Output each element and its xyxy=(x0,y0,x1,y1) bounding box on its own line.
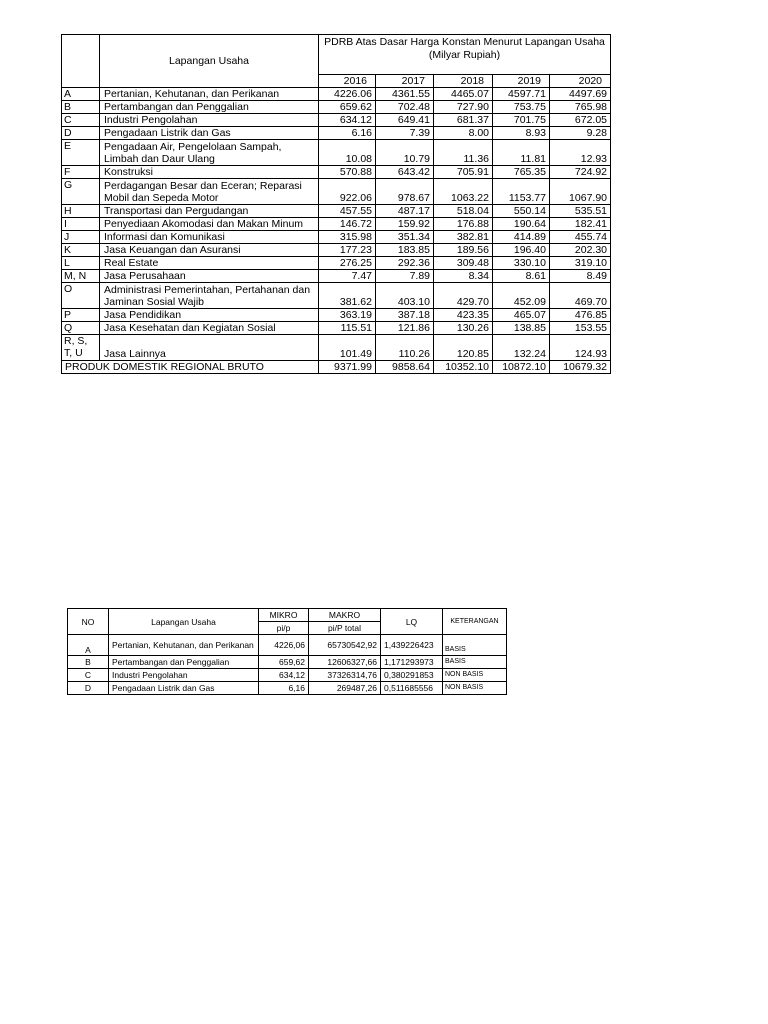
value-cell: 727.90 xyxy=(434,101,493,114)
row-name: Penyediaan Akomodasi dan Makan Minum xyxy=(100,218,319,231)
table-row xyxy=(62,218,611,231)
table-row xyxy=(62,231,611,244)
row-code: P xyxy=(62,309,100,322)
row-name: Konstruksi xyxy=(100,166,319,179)
row-code: F xyxy=(62,166,100,179)
table-row xyxy=(62,101,611,114)
value-cell: 110.26 xyxy=(376,335,434,361)
value-cell: 292.36 xyxy=(376,257,434,270)
value-cell: 132.24 xyxy=(493,335,550,361)
table-row xyxy=(62,166,611,179)
row-code: H xyxy=(62,205,100,218)
value-cell: 6.16 xyxy=(319,127,376,140)
table-row xyxy=(62,179,611,205)
value-cell: 11.36 xyxy=(434,140,493,166)
header-makro: MAKRO xyxy=(309,609,381,622)
row-no: C xyxy=(68,669,109,682)
value-cell: 765.98 xyxy=(550,101,611,114)
table-row xyxy=(62,335,611,361)
table-row xyxy=(62,140,611,166)
makro-cell: 65730542,92 xyxy=(309,635,381,656)
mikro-cell: 634,12 xyxy=(259,669,309,682)
value-cell: 672.05 xyxy=(550,114,611,127)
row-no: B xyxy=(68,656,109,669)
value-cell: 9.28 xyxy=(550,127,611,140)
total-label: PRODUK DOMESTIK REGIONAL BRUTO xyxy=(62,361,319,374)
value-cell: 1063.22 xyxy=(434,179,493,205)
header-pdrb-title: PDRB Atas Dasar Harga Konstan Menurut Lapangan Usaha (Milyar Rupiah) xyxy=(319,35,611,75)
value-cell: 120.85 xyxy=(434,335,493,361)
header-lapangan-usaha: Lapangan Usaha xyxy=(100,35,319,88)
value-cell: 153.55 xyxy=(550,322,611,335)
row-code: G xyxy=(62,179,100,205)
value-cell: 469.70 xyxy=(550,283,611,309)
value-cell: 382.81 xyxy=(434,231,493,244)
value-cell: 10.08 xyxy=(319,140,376,166)
value-cell: 189.56 xyxy=(434,244,493,257)
value-cell: 177.23 xyxy=(319,244,376,257)
row-name: Jasa Pendidikan xyxy=(100,309,319,322)
table-row xyxy=(62,244,611,257)
makro-cell: 12606327,66 xyxy=(309,656,381,669)
value-cell: 922.06 xyxy=(319,179,376,205)
row-name: Industri Pengolahan xyxy=(109,669,259,682)
value-cell: 101.49 xyxy=(319,335,376,361)
value-cell: 319.10 xyxy=(550,257,611,270)
total-value-cell: 10872.10 xyxy=(493,361,550,374)
header-lq: LQ xyxy=(381,609,443,635)
value-cell: 8.93 xyxy=(493,127,550,140)
value-cell: 702.48 xyxy=(376,101,434,114)
value-cell: 452.09 xyxy=(493,283,550,309)
value-cell: 182.41 xyxy=(550,218,611,231)
value-cell: 403.10 xyxy=(376,283,434,309)
keterangan-cell: NON BASIS xyxy=(443,682,507,695)
value-cell: 423.35 xyxy=(434,309,493,322)
value-cell: 570.88 xyxy=(319,166,376,179)
row-name: Jasa Perusahaan xyxy=(100,270,319,283)
row-name: Real Estate xyxy=(100,257,319,270)
keterangan-cell: BASIS xyxy=(443,635,507,656)
value-cell: 146.72 xyxy=(319,218,376,231)
header-mikro: MIKRO xyxy=(259,609,309,622)
table-row xyxy=(62,88,611,101)
row-name: Jasa Kesehatan dan Kegiatan Sosial xyxy=(100,322,319,335)
value-cell: 724.92 xyxy=(550,166,611,179)
value-cell: 659.62 xyxy=(319,101,376,114)
row-name: Pertambangan dan Penggalian xyxy=(109,656,259,669)
value-cell: 4597.71 xyxy=(493,88,550,101)
value-cell: 705.91 xyxy=(434,166,493,179)
year-header: 2020 xyxy=(550,75,611,88)
value-cell: 7.89 xyxy=(376,270,434,283)
year-header: 2018 xyxy=(434,75,493,88)
value-cell: 124.93 xyxy=(550,335,611,361)
row-code: Q xyxy=(62,322,100,335)
value-cell: 487.17 xyxy=(376,205,434,218)
row-name: Jasa Lainnya xyxy=(100,335,319,361)
row-name: Pertambangan dan Penggalian xyxy=(100,101,319,114)
value-cell: 753.75 xyxy=(493,101,550,114)
value-cell: 429.70 xyxy=(434,283,493,309)
pdrb-table xyxy=(61,34,611,374)
value-cell: 121.86 xyxy=(376,322,434,335)
value-cell: 11.81 xyxy=(493,140,550,166)
value-cell: 8.34 xyxy=(434,270,493,283)
row-name: Jasa Keuangan dan Asuransi xyxy=(100,244,319,257)
table-row xyxy=(62,283,611,309)
row-code: M, N xyxy=(62,270,100,283)
lq-cell: 0,380291853 xyxy=(381,669,443,682)
row-code: C xyxy=(62,114,100,127)
row-name: Pengadaan Listrik dan Gas xyxy=(109,682,259,695)
table-header-row xyxy=(62,35,611,75)
row-name: Perdagangan Besar dan Eceran; Reparasi Mobil dan Sepeda Motor xyxy=(100,179,319,205)
value-cell: 363.19 xyxy=(319,309,376,322)
row-name: Industri Pengolahan xyxy=(100,114,319,127)
row-code: K xyxy=(62,244,100,257)
value-cell: 12.93 xyxy=(550,140,611,166)
header-makro-sub: pi/P total xyxy=(309,622,381,635)
value-cell: 176.88 xyxy=(434,218,493,231)
value-cell: 1153.77 xyxy=(493,179,550,205)
row-name: Pertanian, Kehutanan, dan Perikanan xyxy=(100,88,319,101)
row-name: Informasi dan Komunikasi xyxy=(100,231,319,244)
value-cell: 315.98 xyxy=(319,231,376,244)
makro-cell: 37326314,76 xyxy=(309,669,381,682)
row-name: Transportasi dan Pergudangan xyxy=(100,205,319,218)
year-header: 2019 xyxy=(493,75,550,88)
keterangan-cell: BASIS xyxy=(443,656,507,669)
mikro-cell: 659,62 xyxy=(259,656,309,669)
mikro-cell: 6,16 xyxy=(259,682,309,695)
row-no: D xyxy=(68,682,109,695)
header-empty-cell xyxy=(62,35,100,88)
value-cell: 535.51 xyxy=(550,205,611,218)
value-cell: 4226.06 xyxy=(319,88,376,101)
total-row xyxy=(62,361,611,374)
header-no: NO xyxy=(68,609,109,635)
table-row xyxy=(62,270,611,283)
value-cell: 8.00 xyxy=(434,127,493,140)
header-lapangan-usaha: Lapangan Usaha xyxy=(109,609,259,635)
row-name: Pengadaan Listrik dan Gas xyxy=(100,127,319,140)
value-cell: 4497.69 xyxy=(550,88,611,101)
row-code: L xyxy=(62,257,100,270)
value-cell: 196.40 xyxy=(493,244,550,257)
value-cell: 7.39 xyxy=(376,127,434,140)
row-code: R, S, T, U xyxy=(62,335,100,361)
value-cell: 130.26 xyxy=(434,322,493,335)
lq-cell: 0,511685556 xyxy=(381,682,443,695)
table-row xyxy=(68,682,507,695)
header-mikro-sub: pi/p xyxy=(259,622,309,635)
lq-table xyxy=(67,608,507,695)
value-cell: 518.04 xyxy=(434,205,493,218)
lq-cell: 1,171293973 xyxy=(381,656,443,669)
row-code: B xyxy=(62,101,100,114)
row-code: O xyxy=(62,283,100,309)
value-cell: 8.49 xyxy=(550,270,611,283)
table-row xyxy=(62,205,611,218)
value-cell: 765.35 xyxy=(493,166,550,179)
value-cell: 701.75 xyxy=(493,114,550,127)
row-code: E xyxy=(62,140,100,166)
total-value-cell: 9371.99 xyxy=(319,361,376,374)
value-cell: 4361.55 xyxy=(376,88,434,101)
value-cell: 351.34 xyxy=(376,231,434,244)
row-no: A xyxy=(68,635,109,656)
total-value-cell: 10679.32 xyxy=(550,361,611,374)
makro-cell: 269487,26 xyxy=(309,682,381,695)
value-cell: 159.92 xyxy=(376,218,434,231)
value-cell: 457.55 xyxy=(319,205,376,218)
value-cell: 330.10 xyxy=(493,257,550,270)
keterangan-cell: NON BASIS xyxy=(443,669,507,682)
value-cell: 190.64 xyxy=(493,218,550,231)
total-value-cell: 9858.64 xyxy=(376,361,434,374)
value-cell: 550.14 xyxy=(493,205,550,218)
value-cell: 681.37 xyxy=(434,114,493,127)
value-cell: 138.85 xyxy=(493,322,550,335)
table-row xyxy=(62,127,611,140)
table-row xyxy=(68,656,507,669)
row-name: Administrasi Pemerintahan, Pertahanan dan Jaminan Sosial Wajib xyxy=(100,283,319,309)
table-row xyxy=(62,322,611,335)
year-header: 2016 xyxy=(319,75,376,88)
value-cell: 7.47 xyxy=(319,270,376,283)
year-header: 2017 xyxy=(376,75,434,88)
row-name: Pengadaan Air, Pengelolaan Sampah, Limbah dan Daur Ulang xyxy=(100,140,319,166)
value-cell: 183.85 xyxy=(376,244,434,257)
value-cell: 276.25 xyxy=(319,257,376,270)
table-row xyxy=(62,309,611,322)
row-name: Pertanian, Kehutanan, dan Perikanan xyxy=(109,635,259,656)
value-cell: 309.48 xyxy=(434,257,493,270)
table-row xyxy=(68,635,507,656)
value-cell: 202.30 xyxy=(550,244,611,257)
mikro-cell: 4226,06 xyxy=(259,635,309,656)
value-cell: 649.41 xyxy=(376,114,434,127)
value-cell: 476.85 xyxy=(550,309,611,322)
row-code: A xyxy=(62,88,100,101)
value-cell: 8.61 xyxy=(493,270,550,283)
table-row xyxy=(62,257,611,270)
value-cell: 387.18 xyxy=(376,309,434,322)
value-cell: 1067.90 xyxy=(550,179,611,205)
value-cell: 381.62 xyxy=(319,283,376,309)
value-cell: 455.74 xyxy=(550,231,611,244)
table-header-row xyxy=(68,609,507,622)
table-row xyxy=(68,669,507,682)
value-cell: 414.89 xyxy=(493,231,550,244)
row-code: I xyxy=(62,218,100,231)
lq-cell: 1,439226423 xyxy=(381,635,443,656)
total-value-cell: 10352.10 xyxy=(434,361,493,374)
table-row xyxy=(62,114,611,127)
value-cell: 10.79 xyxy=(376,140,434,166)
row-code: D xyxy=(62,127,100,140)
header-keterangan: KETERANGAN xyxy=(443,609,507,635)
value-cell: 115.51 xyxy=(319,322,376,335)
value-cell: 634.12 xyxy=(319,114,376,127)
value-cell: 465.07 xyxy=(493,309,550,322)
value-cell: 643.42 xyxy=(376,166,434,179)
value-cell: 4465.07 xyxy=(434,88,493,101)
row-code: J xyxy=(62,231,100,244)
value-cell: 978.67 xyxy=(376,179,434,205)
